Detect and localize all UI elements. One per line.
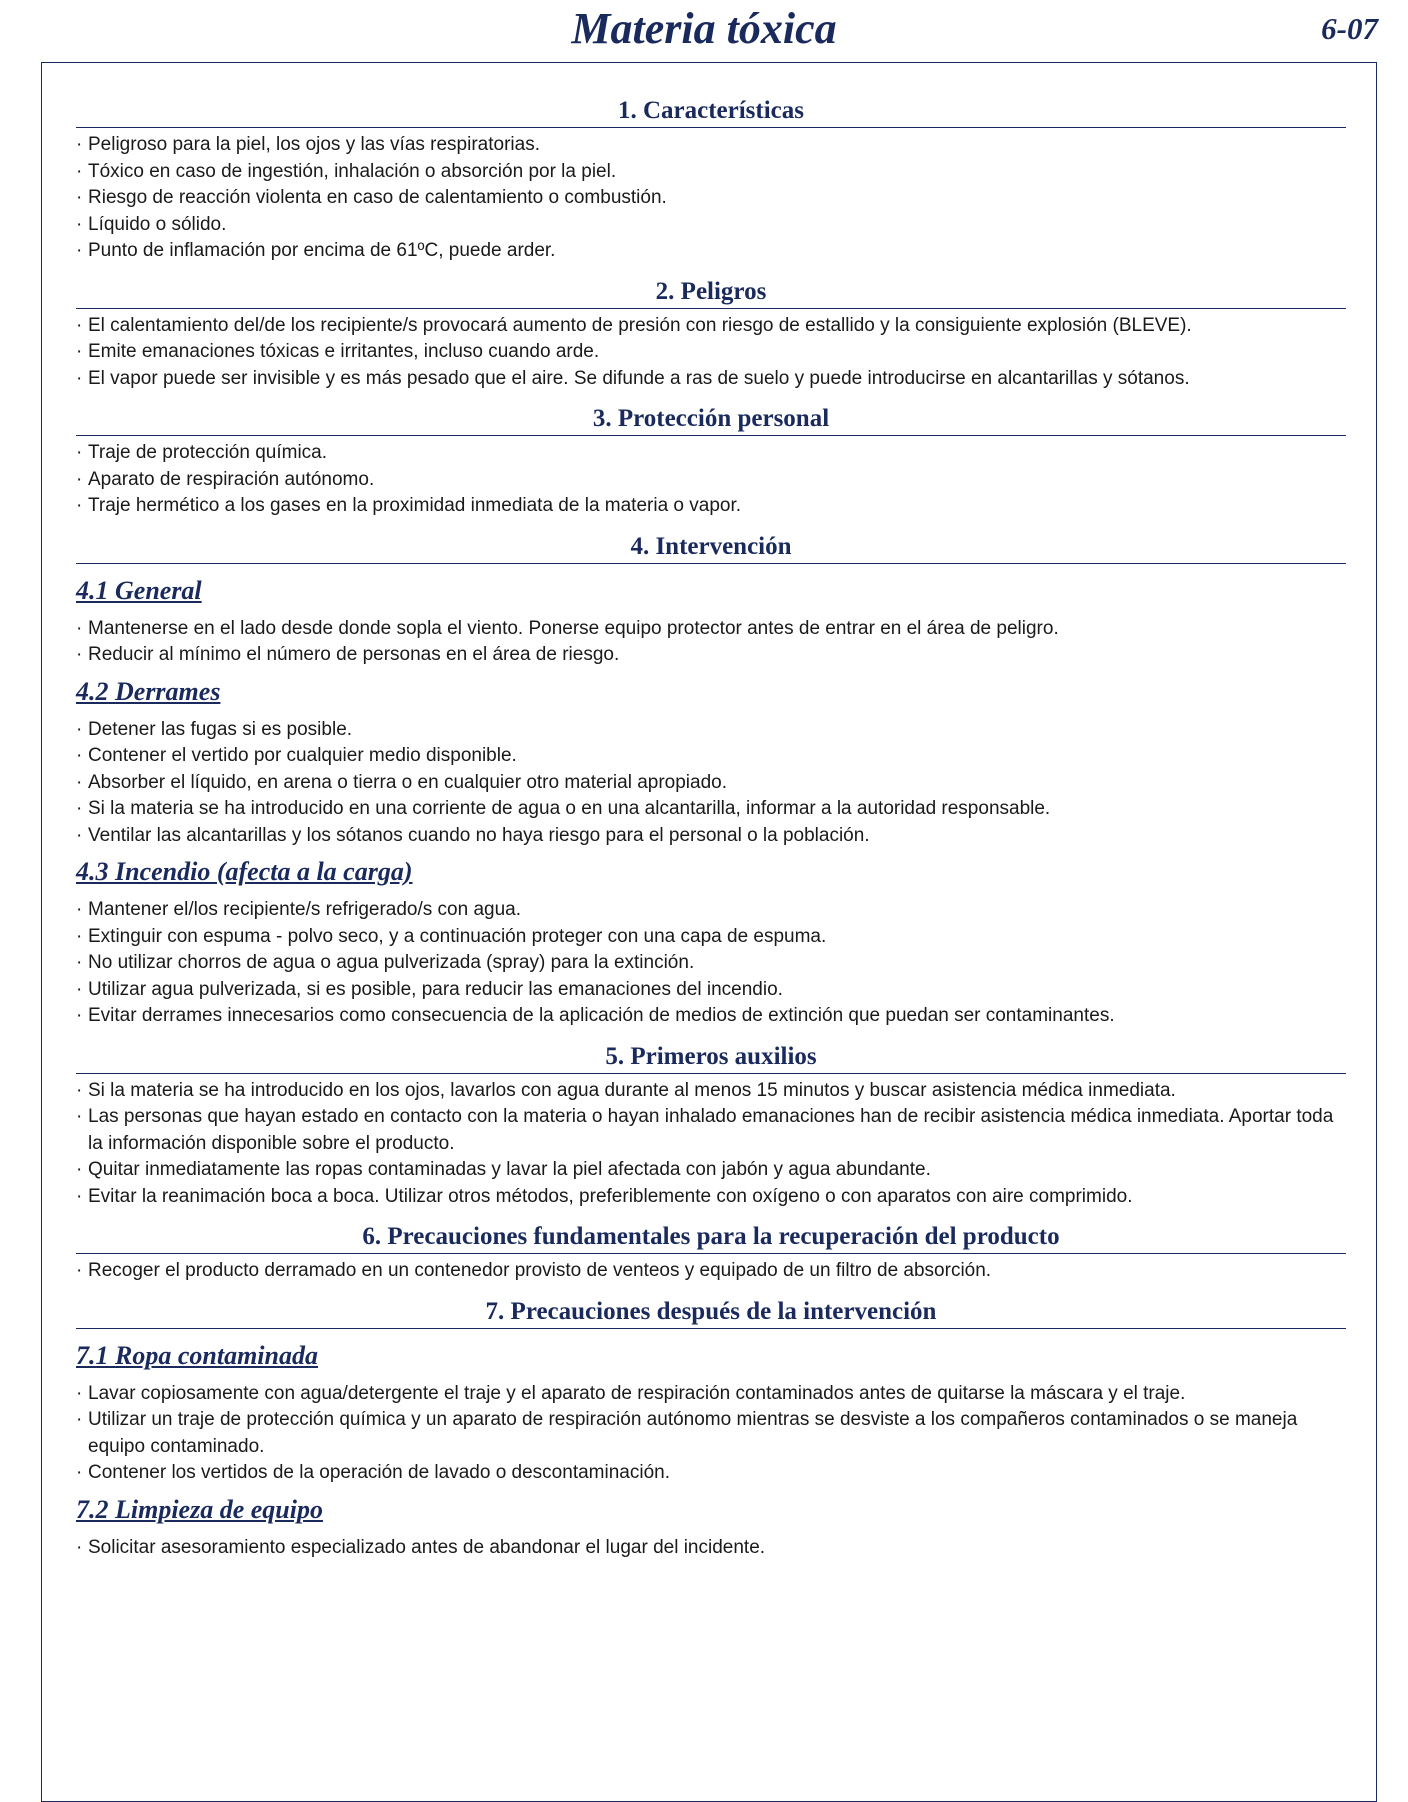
list-item-text: Lavar copiosamente con agua/detergente el traje y el aparato de respiración contaminados antes de quitarse la máscara y el traje. (88, 1382, 1186, 1404)
section-title: 3. Protección personal (76, 404, 1346, 436)
bullet-icon: · (76, 978, 83, 1000)
sheet-code: 6-07 (1321, 11, 1378, 46)
list-item (76, 796, 1346, 823)
bullet-icon: · (76, 160, 83, 182)
list-item (76, 616, 1346, 643)
bullet-icon: · (76, 1462, 83, 1483)
list-item (76, 159, 1346, 186)
bullet-icon: · (76, 1185, 83, 1207)
list-item (76, 743, 1346, 770)
bullet-icon: · (76, 314, 83, 336)
list-item-text: Riesgo de reacción violenta en caso de calentamiento o combustión. (88, 187, 667, 208)
subsection-general (76, 574, 1346, 669)
item-list (76, 1078, 1346, 1211)
list-item-text: Evitar la reanimación boca a boca. Utilizar otros métodos, preferiblemente con oxígeno o con aparatos con aire comprimido. (88, 1185, 1133, 1207)
section-precauciones-despues (76, 1297, 1346, 1562)
list-item-text: Detener las fugas si es posible. (88, 718, 353, 740)
bullet-icon: · (76, 1106, 83, 1127)
list-item (76, 339, 1346, 366)
list-item (76, 1184, 1346, 1211)
section-primeros-auxilios (76, 1042, 1346, 1211)
list-item-text: Emite emanaciones tóxicas e irritantes, incluso cuando arde. (88, 341, 600, 362)
item-list (76, 717, 1346, 850)
item-list (76, 1381, 1346, 1487)
list-item-text: Utilizar un traje de protección química y un aparato de respiración autónomo mientras se desviste a los compañeros contaminados o se maneja equipo contaminado. (88, 1409, 1298, 1457)
list-item-text: Utilizar agua pulverizada, si es posible, para reducir las emanaciones del incendio. (88, 978, 783, 1000)
subsection-title: 4.1 General (76, 575, 202, 605)
list-item (76, 717, 1346, 744)
list-item-text: Las personas que hayan estado en contacto con la materia o hayan inhalado emanaciones han de recibir asistencia médica inmediata. Aportar toda la información disponible sobre el producto. (88, 1106, 1334, 1154)
bullet-icon: · (76, 925, 83, 947)
list-item (76, 1104, 1346, 1157)
bullet-icon: · (76, 213, 83, 235)
list-item (76, 1535, 1346, 1562)
list-item-text: Mantener el/los recipiente/s refrigerado/s con agua. (88, 899, 522, 920)
bullet-icon: · (76, 617, 83, 639)
list-item (76, 823, 1346, 850)
section-intervencion (76, 532, 1346, 1030)
bullet-icon: · (76, 1005, 83, 1026)
list-item (76, 924, 1346, 951)
list-item (76, 313, 1346, 340)
list-item (76, 642, 1346, 669)
section-title: 2. Peligros (76, 277, 1346, 309)
subsection-limpieza-equipo (76, 1493, 1346, 1562)
subsection-title: 7.1 Ropa contaminada (76, 1340, 318, 1370)
bullet-icon: · (76, 798, 83, 819)
list-item-text: Mantenerse en el lado desde donde sopla el viento. Ponerse equipo protector antes de entrar en el área de peligro. (88, 617, 1059, 639)
list-item-text: Extinguir con espuma - polvo seco, y a continuación proteger con una capa de espuma. (88, 925, 827, 947)
bullet-icon: · (76, 442, 83, 463)
item-list (76, 1535, 1346, 1562)
list-item-text: Si la materia se ha introducido en una corriente de agua o en una alcantarilla, informar a la autoridad responsable. (88, 798, 1051, 819)
document-body (76, 96, 1346, 1561)
bullet-icon: · (76, 771, 83, 793)
item-list (76, 1258, 1346, 1285)
subsection-derrames (76, 675, 1346, 850)
list-item (76, 185, 1346, 212)
list-item-text: Contener los vertidos de la operación de lavado o descontaminación. (88, 1462, 670, 1483)
item-list (76, 313, 1346, 393)
list-item (76, 1381, 1346, 1408)
section-caracteristicas (76, 96, 1346, 265)
list-item-text: Aparato de respiración autónomo. (88, 468, 375, 490)
subsection-title: 7.2 Limpieza de equipo (76, 1494, 323, 1524)
list-item (76, 770, 1346, 797)
list-item (76, 132, 1346, 159)
bullet-icon: · (76, 1260, 83, 1281)
section-title: 1. Características (76, 96, 1346, 128)
list-item (76, 1460, 1346, 1487)
list-item (76, 950, 1346, 977)
list-item (76, 366, 1346, 393)
bullet-icon: · (76, 367, 83, 389)
bullet-icon: · (76, 134, 83, 155)
bullet-icon: · (76, 899, 83, 920)
list-item-text: Peligroso para la piel, los ojos y las vías respiratorias. (88, 134, 540, 155)
subsection-incendio (76, 855, 1346, 1030)
list-item (76, 977, 1346, 1004)
bullet-icon: · (76, 341, 83, 362)
list-item-text: Reducir al mínimo el número de personas en el área de riesgo. (88, 644, 620, 665)
bullet-icon: · (76, 952, 83, 973)
bullet-icon: · (76, 1159, 83, 1180)
list-item-text: El calentamiento del/de los recipiente/s provocará aumento de presión con riesgo de estallido y la consiguiente explosión (BLEVE). (88, 314, 1192, 336)
section-title: 4. Intervención (76, 532, 1346, 564)
list-item-text: Absorber el líquido, en arena o tierra o en cualquier otro material apropiado. (88, 771, 727, 793)
list-item-text: Punto de inflamación por encima de 61ºC, puede arder. (88, 240, 556, 261)
list-item-text: Recoger el producto derramado en un contenedor provisto de venteos y equipado de un filtro de absorción. (88, 1260, 992, 1281)
item-list (76, 616, 1346, 669)
item-list (76, 440, 1346, 520)
subsection-title: 4.3 Incendio (afecta a la carga) (76, 857, 413, 886)
bullet-icon: · (76, 240, 83, 261)
section-title: 5. Primeros auxilios (76, 1042, 1346, 1074)
section-proteccion-personal (76, 404, 1346, 520)
section-recuperacion-producto (76, 1222, 1346, 1285)
list-item (76, 238, 1346, 265)
list-item (76, 212, 1346, 239)
bullet-icon: · (76, 468, 83, 490)
list-item-text: Si la materia se ha introducido en los ojos, lavarlos con agua durante al menos 15 minutos y buscar asistencia médica inmediata. (88, 1079, 1176, 1101)
section-title: 6. Precauciones fundamentales para la recuperación del producto (76, 1222, 1346, 1254)
bullet-icon: · (76, 824, 83, 846)
list-item-text: Evitar derrames innecesarios como consecuencia de la aplicación de medios de extinción que puedan ser contaminantes. (88, 1005, 1115, 1026)
list-item-text: Traje de protección química. (88, 442, 328, 463)
bullet-icon: · (76, 187, 83, 208)
list-item-text: No utilizar chorros de agua o agua pulverizada (spray) para la extinción. (88, 952, 695, 973)
bullet-icon: · (76, 745, 83, 766)
list-item-text: El vapor puede ser invisible y es más pesado que el aire. Se difunde a ras de suelo y puede introducirse en alcantarillas y sótanos. (88, 367, 1190, 389)
item-list (76, 897, 1346, 1030)
list-item-text: Tóxico en caso de ingestión, inhalación o absorción por la piel. (88, 160, 617, 182)
section-title: 7. Precauciones después de la intervención (76, 1297, 1346, 1329)
list-item-text: Quitar inmediatamente las ropas contaminadas y lavar la piel afectada con jabón y agua abundante. (88, 1159, 931, 1180)
list-item-text: Solicitar asesoramiento especializado antes de abandonar el lugar del incidente. (88, 1536, 766, 1558)
bullet-icon: · (76, 495, 83, 516)
document-title: Materia tóxica (571, 4, 837, 53)
item-list (76, 132, 1346, 265)
bullet-icon: · (76, 644, 83, 665)
bullet-icon: · (76, 718, 83, 740)
bullet-icon: · (76, 1409, 83, 1430)
section-peligros (76, 277, 1346, 393)
list-item (76, 1258, 1346, 1285)
bullet-icon: · (76, 1079, 83, 1101)
list-item (76, 1407, 1346, 1460)
list-item-text: Contener el vertido por cualquier medio disponible. (88, 745, 517, 766)
list-item (76, 1078, 1346, 1105)
list-item (76, 467, 1346, 494)
page-header (0, 0, 1408, 62)
subsection-ropa-contaminada (76, 1339, 1346, 1487)
bullet-icon: · (76, 1536, 83, 1558)
list-item (76, 493, 1346, 520)
list-item (76, 440, 1346, 467)
list-item (76, 1157, 1346, 1184)
bullet-icon: · (76, 1382, 83, 1404)
list-item (76, 1003, 1346, 1030)
list-item (76, 897, 1346, 924)
list-item-text: Traje hermético a los gases en la proximidad inmediata de la materia o vapor. (88, 495, 742, 516)
list-item-text: Ventilar las alcantarillas y los sótanos cuando no haya riesgo para el personal o la población. (88, 824, 870, 846)
subsection-title: 4.2 Derrames (76, 676, 221, 706)
list-item-text: Líquido o sólido. (88, 213, 227, 235)
